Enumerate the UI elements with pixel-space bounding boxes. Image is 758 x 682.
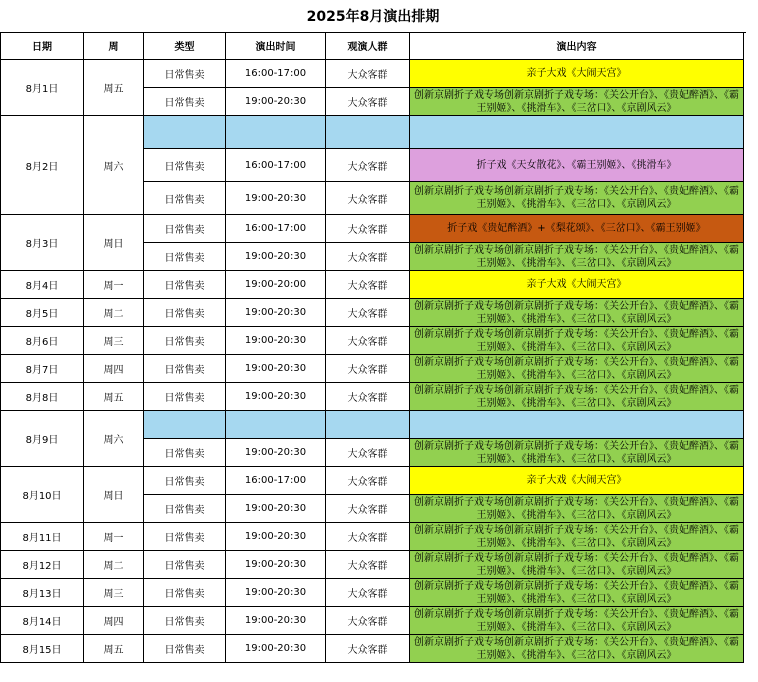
audience-cell (326, 116, 410, 149)
audience-cell: 大众客群 (326, 467, 410, 495)
time-cell: 19:00-20:30 (226, 327, 326, 355)
type-cell: 日常售卖 (144, 523, 226, 551)
content-cell: 创新京剧折子戏专场创新京剧折子戏专场：《关公开台》、《贵妃醉酒》、《霸王别姬》、《挑滑车》、《三岔口》、《京剧风云》 (410, 635, 744, 663)
type-cell: 日常售卖 (144, 88, 226, 116)
week-cell: 周二 (84, 299, 144, 327)
week-cell: 周一 (84, 271, 144, 299)
audience-cell: 大众客群 (326, 182, 410, 215)
date-cell: 8月12日 (0, 551, 84, 579)
week-cell: 周四 (84, 355, 144, 383)
time-cell: 19:00-20:30 (226, 439, 326, 467)
date-cell: 8月3日 (0, 215, 84, 271)
type-cell (144, 116, 226, 149)
week-cell: 周四 (84, 607, 144, 635)
type-cell: 日常售卖 (144, 551, 226, 579)
content-cell: 创新京剧折子戏专场创新京剧折子戏专场：《关公开台》、《贵妃醉酒》、《霸王别姬》、《挑滑车》、《三岔口》、《京剧风云》 (410, 523, 744, 551)
content-cell: 亲子大戏《大闹天宫》 (410, 467, 744, 495)
content-cell: 亲子大戏《大闹天宫》 (410, 60, 744, 88)
date-cell: 8月6日 (0, 327, 84, 355)
content-cell: 创新京剧折子戏专场创新京剧折子戏专场：《关公开台》、《贵妃醉酒》、《霸王别姬》、《挑滑车》、《三岔口》、《京剧风云》 (410, 439, 744, 467)
content-cell: 创新京剧折子戏专场创新京剧折子戏专场：《关公开台》、《贵妃醉酒》、《霸王别姬》、《挑滑车》、《三岔口》、《京剧风云》 (410, 579, 744, 607)
audience-cell: 大众客群 (326, 88, 410, 116)
time-cell: 19:00-20:30 (226, 299, 326, 327)
audience-cell: 大众客群 (326, 299, 410, 327)
date-cell: 8月10日 (0, 467, 84, 523)
time-cell: 16:00-17:00 (226, 149, 326, 182)
type-cell: 日常售卖 (144, 327, 226, 355)
column-header: 类型 (144, 32, 226, 60)
week-cell: 周五 (84, 60, 144, 116)
audience-cell: 大众客群 (326, 439, 410, 467)
column-header: 演出时间 (226, 32, 326, 60)
time-cell: 19:00-20:30 (226, 243, 326, 271)
audience-cell: 大众客群 (326, 271, 410, 299)
content-cell: 创新京剧折子戏专场创新京剧折子戏专场：《关公开台》、《贵妃醉酒》、《霸王别姬》、《挑滑车》、《三岔口》、《京剧风云》 (410, 299, 744, 327)
content-cell: 创新京剧折子戏专场创新京剧折子戏专场：《关公开台》、《贵妃醉酒》、《霸王别姬》、《挑滑车》、《三岔口》、《京剧风云》 (410, 355, 744, 383)
date-cell: 8月4日 (0, 271, 84, 299)
type-cell: 日常售卖 (144, 383, 226, 411)
type-cell: 日常售卖 (144, 495, 226, 523)
type-cell: 日常售卖 (144, 149, 226, 182)
type-cell: 日常售卖 (144, 467, 226, 495)
time-cell (226, 116, 326, 149)
time-cell (226, 411, 326, 439)
audience-cell: 大众客群 (326, 215, 410, 243)
type-cell: 日常售卖 (144, 60, 226, 88)
type-cell: 日常售卖 (144, 579, 226, 607)
week-cell: 周三 (84, 327, 144, 355)
time-cell: 19:00-20:30 (226, 383, 326, 411)
time-cell: 19:00-20:30 (226, 579, 326, 607)
type-cell: 日常售卖 (144, 439, 226, 467)
content-cell: 创新京剧折子戏专场创新京剧折子戏专场：《关公开台》、《贵妃醉酒》、《霸王别姬》、《挑滑车》、《三岔口》、《京剧风云》 (410, 495, 744, 523)
audience-cell: 大众客群 (326, 243, 410, 271)
week-cell: 周六 (84, 411, 144, 467)
week-cell: 周日 (84, 215, 144, 271)
audience-cell: 大众客群 (326, 149, 410, 182)
date-cell: 8月14日 (0, 607, 84, 635)
content-cell: 创新京剧折子戏专场创新京剧折子戏专场：《关公开台》、《贵妃醉酒》、《霸王别姬》、《挑滑车》、《三岔口》、《京剧风云》 (410, 327, 744, 355)
audience-cell: 大众客群 (326, 551, 410, 579)
week-cell: 周五 (84, 635, 144, 663)
type-cell: 日常售卖 (144, 299, 226, 327)
week-cell: 周日 (84, 467, 144, 523)
type-cell: 日常售卖 (144, 355, 226, 383)
audience-cell: 大众客群 (326, 635, 410, 663)
type-cell: 日常售卖 (144, 215, 226, 243)
content-cell (410, 411, 744, 439)
content-cell: 折子戏《天女散花》、《霸王别姬》、《挑滑车》 (410, 149, 744, 182)
time-cell: 16:00-17:00 (226, 215, 326, 243)
audience-cell: 大众客群 (326, 383, 410, 411)
time-cell: 19:00-20:30 (226, 607, 326, 635)
date-cell: 8月15日 (0, 635, 84, 663)
time-cell: 19:00-20:30 (226, 523, 326, 551)
audience-cell: 大众客群 (326, 523, 410, 551)
week-cell: 周二 (84, 551, 144, 579)
time-cell: 19:00-20:30 (226, 182, 326, 215)
date-cell: 8月7日 (0, 355, 84, 383)
audience-cell (326, 411, 410, 439)
time-cell: 19:00-20:30 (226, 355, 326, 383)
audience-cell: 大众客群 (326, 355, 410, 383)
date-cell: 8月1日 (0, 60, 84, 116)
content-cell: 亲子大戏《大闹天宫》 (410, 271, 744, 299)
content-cell: 创新京剧折子戏专场创新京剧折子戏专场：《关公开台》、《贵妃醉酒》、《霸王别姬》、《挑滑车》、《三岔口》、《京剧风云》 (410, 88, 744, 116)
date-cell: 8月8日 (0, 383, 84, 411)
audience-cell: 大众客群 (326, 495, 410, 523)
type-cell (144, 411, 226, 439)
week-cell: 周六 (84, 116, 144, 215)
type-cell: 日常售卖 (144, 182, 226, 215)
type-cell: 日常售卖 (144, 243, 226, 271)
audience-cell: 大众客群 (326, 60, 410, 88)
content-cell: 创新京剧折子戏专场创新京剧折子戏专场：《关公开台》、《贵妃醉酒》、《霸王别姬》、《挑滑车》、《三岔口》、《京剧风云》 (410, 243, 744, 271)
time-cell: 19:00-20:00 (226, 271, 326, 299)
audience-cell: 大众客群 (326, 579, 410, 607)
type-cell: 日常售卖 (144, 635, 226, 663)
content-cell: 创新京剧折子戏专场创新京剧折子戏专场：《关公开台》、《贵妃醉酒》、《霸王别姬》、《挑滑车》、《三岔口》、《京剧风云》 (410, 383, 744, 411)
content-cell (410, 116, 744, 149)
schedule-title: 2025年8月演出排期 (0, 0, 746, 33)
type-cell: 日常售卖 (144, 271, 226, 299)
time-cell: 19:00-20:30 (226, 88, 326, 116)
column-header: 观演人群 (326, 32, 410, 60)
audience-cell: 大众客群 (326, 327, 410, 355)
column-header: 演出内容 (410, 32, 744, 60)
time-cell: 19:00-20:30 (226, 495, 326, 523)
week-cell: 周五 (84, 383, 144, 411)
week-cell: 周三 (84, 579, 144, 607)
date-cell: 8月11日 (0, 523, 84, 551)
type-cell: 日常售卖 (144, 607, 226, 635)
date-cell: 8月9日 (0, 411, 84, 467)
time-cell: 16:00-17:00 (226, 60, 326, 88)
column-header: 周 (84, 32, 144, 60)
time-cell: 19:00-20:30 (226, 635, 326, 663)
week-cell: 周一 (84, 523, 144, 551)
content-cell: 创新京剧折子戏专场创新京剧折子戏专场：《关公开台》、《贵妃醉酒》、《霸王别姬》、《挑滑车》、《三岔口》、《京剧风云》 (410, 182, 744, 215)
content-cell: 创新京剧折子戏专场创新京剧折子戏专场：《关公开台》、《贵妃醉酒》、《霸王别姬》、《挑滑车》、《三岔口》、《京剧风云》 (410, 607, 744, 635)
date-cell: 8月2日 (0, 116, 84, 215)
audience-cell: 大众客群 (326, 607, 410, 635)
content-cell: 折子戏《贵妃醉酒》+《梨花颂》、《三岔口》、《霸王别姬》 (410, 215, 744, 243)
date-cell: 8月13日 (0, 579, 84, 607)
content-cell: 创新京剧折子戏专场创新京剧折子戏专场：《关公开台》、《贵妃醉酒》、《霸王别姬》、《挑滑车》、《三岔口》、《京剧风云》 (410, 551, 744, 579)
date-cell: 8月5日 (0, 299, 84, 327)
time-cell: 19:00-20:30 (226, 551, 326, 579)
column-header: 日期 (0, 32, 84, 60)
time-cell: 16:00-17:00 (226, 467, 326, 495)
